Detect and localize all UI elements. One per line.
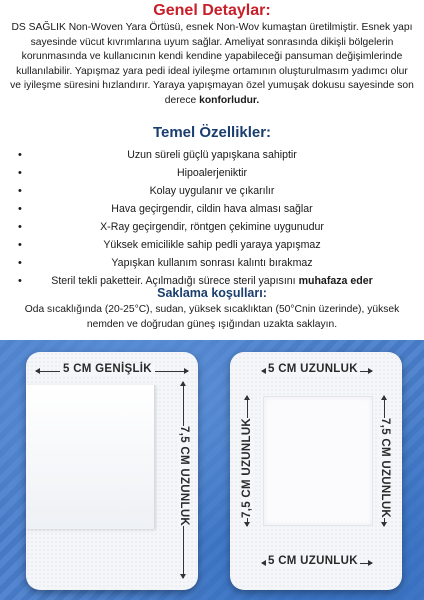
- product-photo: [0, 340, 424, 600]
- bullet-icon: •: [18, 221, 22, 233]
- list-item: [0, 182, 424, 200]
- list-item: [0, 218, 424, 236]
- bullet-icon: •: [18, 203, 22, 215]
- left-height-label: 7,5 CM UZUNLUK: [178, 426, 190, 527]
- bandage-left: [26, 352, 198, 590]
- list-item: [0, 236, 424, 254]
- right-top-label: 5 CM UZUNLUK: [268, 363, 358, 375]
- feature-text-bold: muhafaza eder: [298, 275, 373, 287]
- left-width-label: 5 CM GENİŞLİK: [60, 363, 155, 375]
- right-right-height-label: 7,5 CM UZUNLUK: [379, 418, 391, 519]
- right-left-height-label: 7,5 CM UZUNLUK: [241, 417, 253, 518]
- bandage-pad-right: [263, 396, 373, 526]
- bullet-icon: •: [18, 149, 22, 161]
- feature-text: Yapışkan kullanım sonrası kalıntı bırakmaz: [111, 257, 313, 269]
- feature-text: Yüksek emicilikle sahip pedli yaraya yapışmaz: [103, 239, 321, 251]
- list-item: [0, 146, 424, 164]
- bullet-icon: •: [18, 239, 22, 251]
- list-item: [0, 254, 424, 272]
- storage-title: Saklama koşulları:: [157, 286, 267, 300]
- bandage-right: [230, 352, 402, 590]
- general-details-text: DS SAĞLIK Non-Woven Yara Örtüsü, esnek Non-Wov kumaştan üretilmiştir. Esnek yapı sayesinde vücut kıvrımlarına uyum sağlar. Ameliyat sonrasında dikişli bölgelerin korunmasında ve kullanıcının kendi kendine yapabileceği pansuman değişimlerinde kullanılabilir. Yapışmaz yara pedi ideal iyileşme ortamının oluşturulmasım yadımcı olur ve iyileşme süresini hızlandırır. Yaraya yapışmayan özel yumuşak dokusu sayesinde son derece: [10, 22, 414, 106]
- feature-text: Kolay uygulanır ve çıkarılır: [149, 185, 275, 197]
- general-details-paragraph: [10, 21, 414, 109]
- right-bottom-label: 5 CM UZUNLUK: [268, 555, 358, 567]
- bullet-icon: •: [18, 275, 22, 287]
- features-list: [0, 146, 424, 290]
- list-item: [0, 200, 424, 218]
- feature-text: Steril tekli paketteir. Açılmadığı sürece steril yapısını: [51, 275, 296, 287]
- feature-text: Hava geçirgendir, cildin hava alması sağlar: [111, 203, 313, 215]
- bullet-icon: •: [18, 257, 22, 269]
- general-details-title: Genel Detaylar:: [153, 2, 271, 19]
- storage-text: Oda sıcaklığında (20-25°C), sudan, yüksek sıcaklıktan (50°Cnin üzerinde), yüksek nemden ve doğrudan güneş ışığından uzakta saklayın.: [24, 304, 400, 330]
- feature-text: Uzun süreli güçlü yapışkana sahiptir: [127, 149, 297, 161]
- bullet-icon: •: [18, 167, 22, 179]
- bullet-icon: •: [18, 185, 22, 197]
- feature-text: X-Ray geçirgendir, röntgen çekimine uygunudur: [100, 221, 324, 233]
- bandage-pad-left: [26, 385, 155, 529]
- general-details-bold: konforludur.: [199, 94, 260, 106]
- feature-text: Hipoalerjeniktir: [176, 167, 248, 179]
- list-item: [0, 164, 424, 182]
- features-title: Temel Özellikler:: [152, 124, 272, 141]
